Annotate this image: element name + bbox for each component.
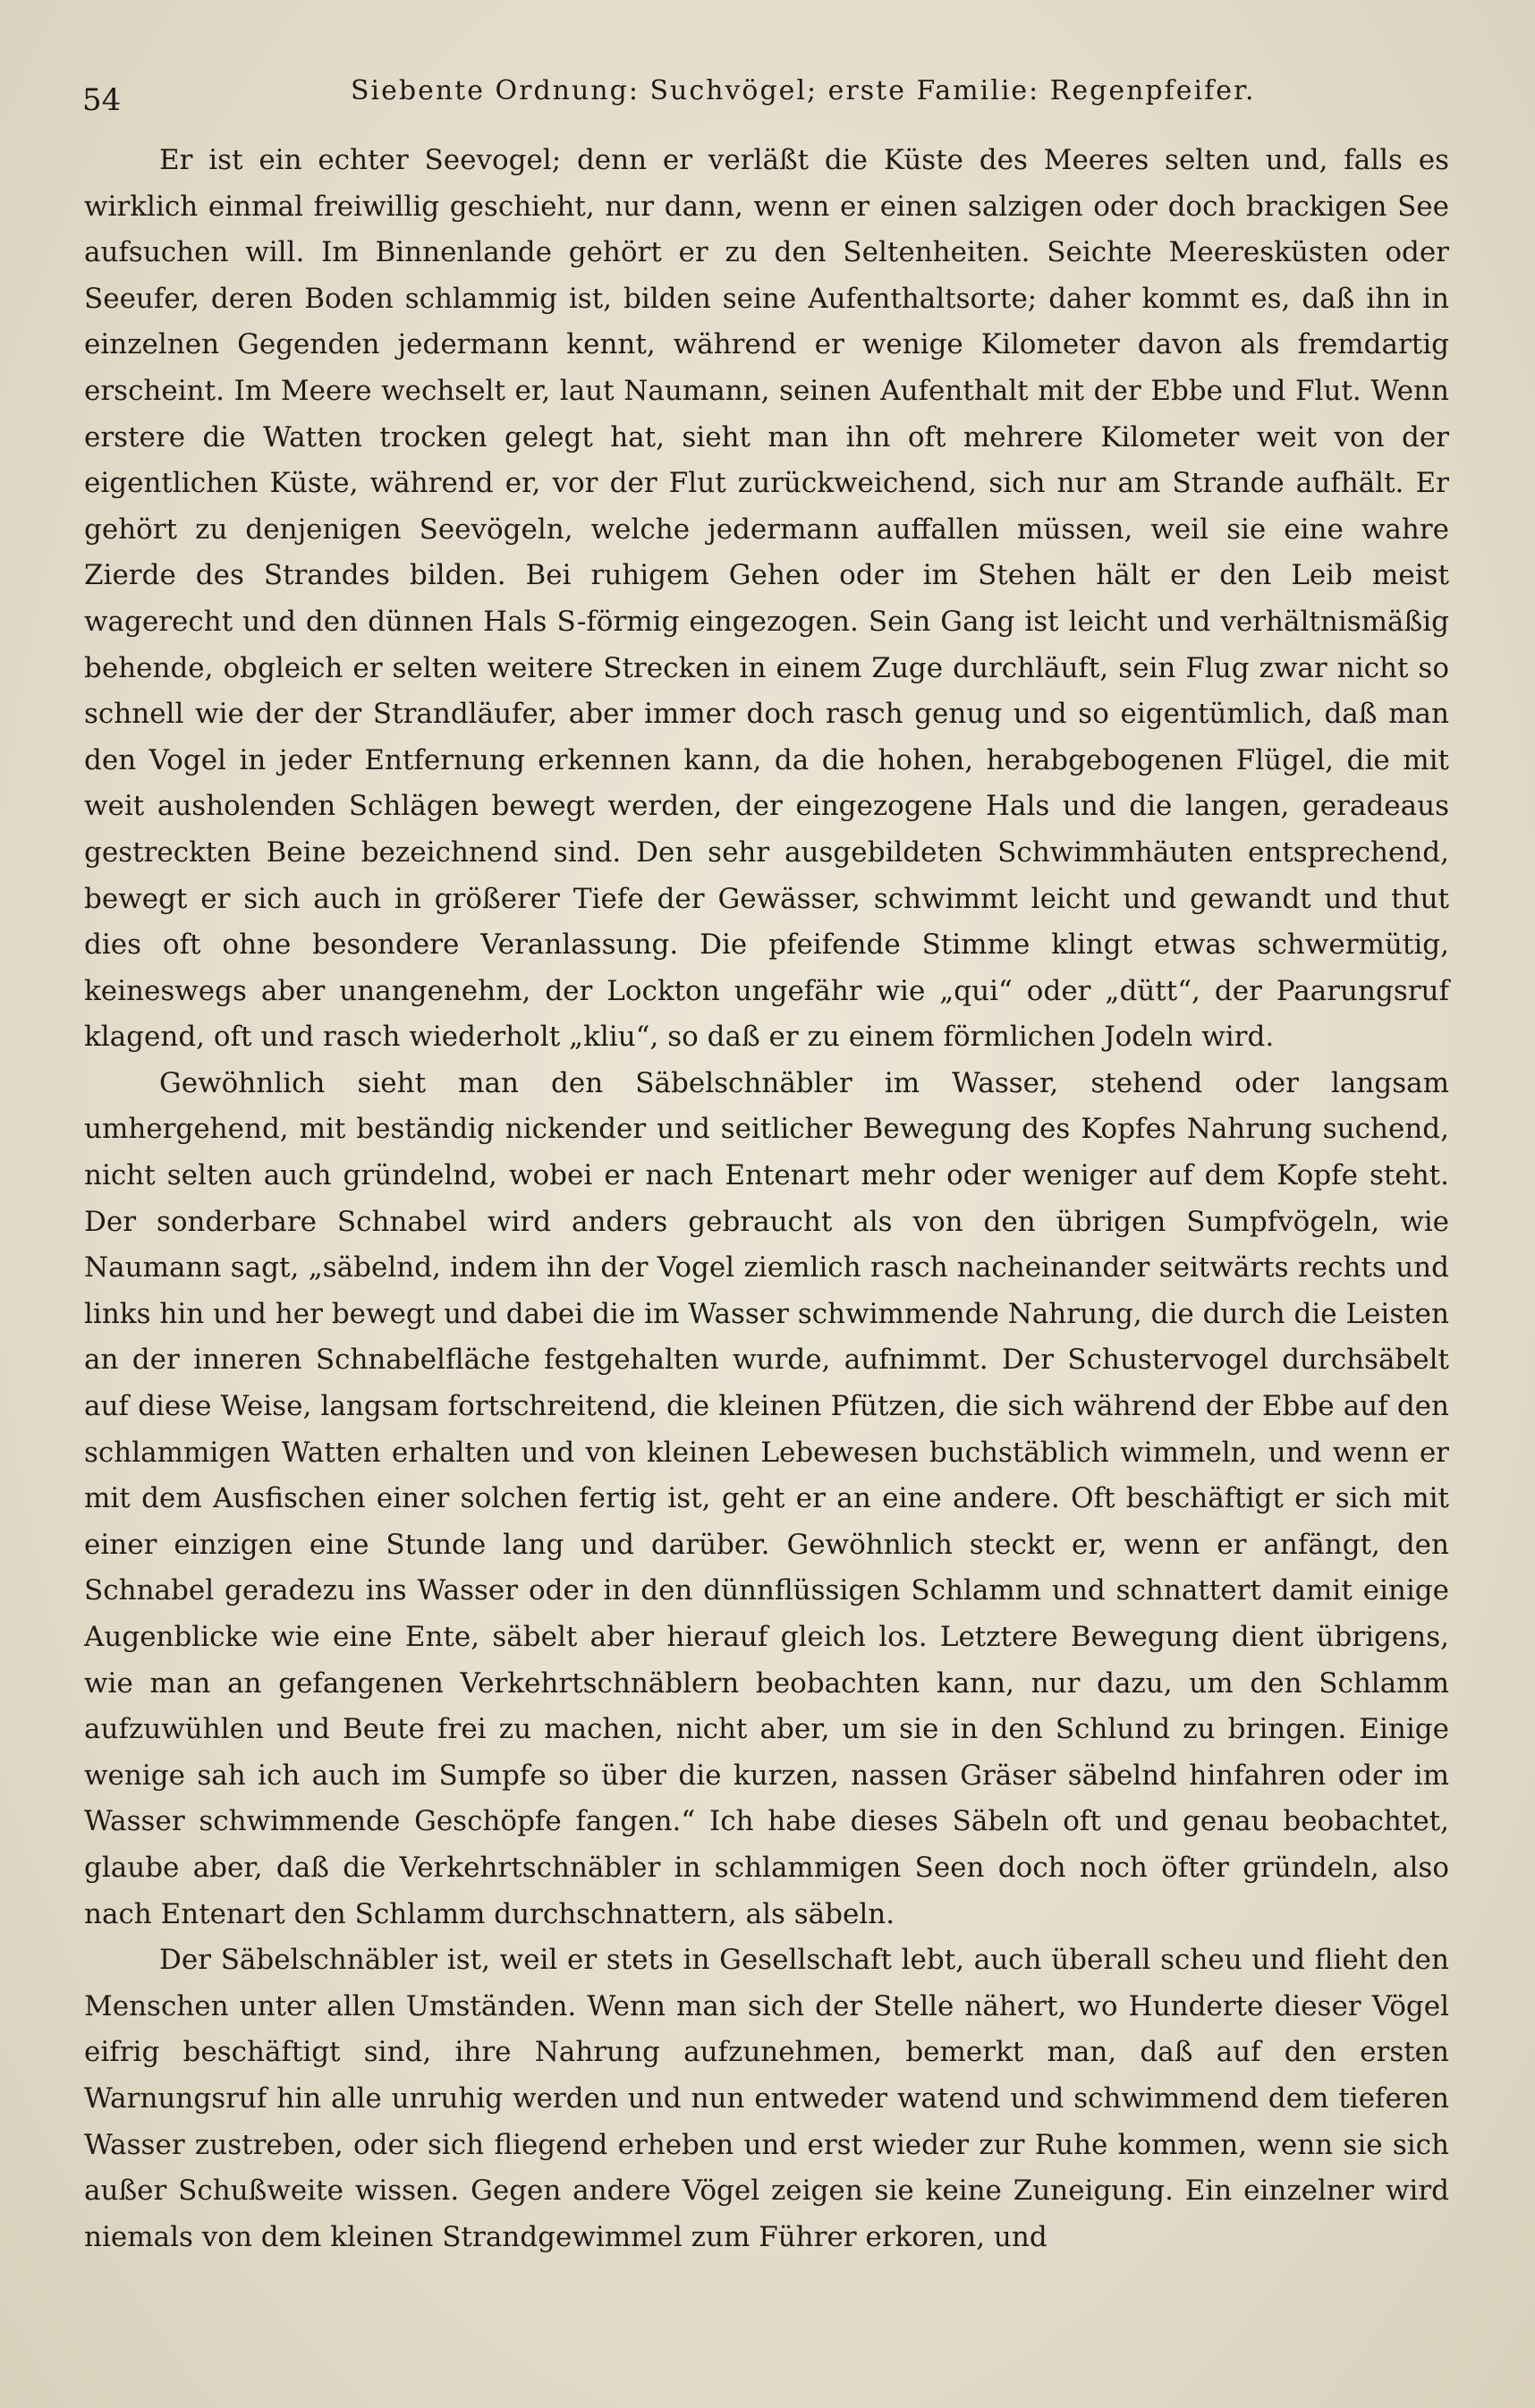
paragraph-2: Gewöhnlich sieht man den Säbelschnäbler im Wasser, stehend oder langsam umhergehend, mit beständig nickender und seitlicher Bewegung des Kopfes Nahrung suchend, nicht selten auch gründelnd, wobei er nach Entenart mehr oder weniger auf dem Kopfe steht. Der sonderbare Schnabel wird anders gebraucht als von den übrigen Sumpfvögeln, wie Naumann sagt, „säbelnd, indem ihn der Vogel ziemlich rasch nacheinander seitwärts rechts und links hin und her bewegt und dabei die im Wasser schwimmende Nahrung, die durch die Leisten an der inneren Schnabelfläche festgehalten wurde, aufnimmt. Der Schustervogel durchsäbelt auf diese Weise, langsam fortschreitend, die kleinen Pfützen, die sich während der Ebbe auf den schlammigen Watten erhalten und von kleinen Lebewesen buchstäblich wimmeln, und wenn er mit dem Ausfischen einer solchen fertig ist, geht er an eine andere. Oft beschäftigt er sich mit einer einzigen eine Stunde lang und darüber. Gewöhnlich steckt er, wenn er anfängt, den Schnabel geradezu ins Wasser oder in den dünnflüssigen Schlamm und schnattert damit einige Augenblicke wie eine Ente, säbelt aber hierauf gleich los. Letztere Bewegung dient übrigens, wie man an gefangenen Verkehrtschnäblern beobachten kann, nur dazu, um den Schlamm aufzuwühlen und Beute frei zu machen, nicht aber, um sie in den Schlund zu bringen. Einige wenige sah ich auch im Sumpfe so über die kurzen, nassen Gräser säbelnd hinfahren oder im Wasser schwimmende Geschöpfe fangen.“ Ich habe dieses Säbeln oft und genau beobachtet, glaube aber, daß die Verkehrtschnäbler in schlammigen Seen doch noch öfter gründeln, also nach Entenart den Schlamm durchschnattern, als säbeln. [84, 1066, 1449, 1930]
page-header [82, 75, 1451, 129]
paragraph-3: Der Säbelschnäbler ist, weil er stets in Gesellschaft lebt, auch überall scheu und flieht den Menschen unter allen Umständen. Wenn man sich der Stelle nähert, wo Hunderte dieser Vögel eifrig beschäftigt sind, ihre Nahrung aufzunehmen, bemerkt man, daß auf den ersten Warnungsruf hin alle unruhig werden und nun entweder watend und schwimmend dem tieferen Wasser zustreben, oder sich fliegend erheben und erst wieder zur Ruhe kommen, wenn sie sich außer Schußweite wissen. Gegen andere Vögel zeigen sie keine Zuneigung. Ein einzelner wird niemals von dem kleinen Strandgewimmel zum Führer erkoren, und [84, 1944, 1449, 2253]
running-head: Siebente Ordnung: Suchvögel; erste Familie: Regenpfeifer. [351, 75, 1256, 106]
page-number: 54 [82, 82, 122, 118]
paragraph-1: Er ist ein echter Seevogel; denn er verläßt die Küste des Meeres selten und, falls es wirklich einmal freiwillig geschieht, nur dann, wenn er einen salzigen oder doch brackigen See aufsuchen will. Im Binnenlande gehört er zu den Seltenheiten. Seichte Meeresküsten oder Seeufer, deren Boden schlammig ist, bilden seine Aufenthaltsorte; daher kommt es, daß ihn in einzelnen Gegenden jedermann kennt, während er wenige Kilometer davon als fremdartig erscheint. Im Meere wechselt er, laut Naumann, seinen Aufenthalt mit der Ebbe und Flut. Wenn erstere die Watten trocken gelegt hat, sieht man ihn oft mehrere Kilometer weit von der eigentlichen Küste, während er, vor der Flut zurückweichend, sich nur am Strande aufhält. Er gehört zu denjenigen Seevögeln, welche jedermann auffallen müssen, weil sie eine wahre Zierde des Strandes bilden. Bei ruhigem Gehen oder im Stehen hält er den Leib meist wagerecht und den dünnen Hals S-förmig eingezogen. Sein Gang ist leicht und verhältnismäßig behende, obgleich er selten weitere Strecken in einem Zuge durchläuft, sein Flug zwar nicht so schnell wie der der Strandläufer, aber immer doch rasch genug und so eigentümlich, daß man den Vogel in jeder Entfernung erkennen kann, da die hohen, herabgebogenen Flügel, die mit weit ausholenden Schlägen bewegt werden, der eingezogene Hals und die langen, geradeaus gestreckten Beine bezeichnend sind. Den sehr ausgebildeten Schwimmhäuten entsprechend, bewegt er sich auch in größerer Tiefe der Gewässer, schwimmt leicht und gewandt und thut dies oft ohne besondere Veranlassung. Die pfeifende Stimme klingt etwas schwermütig, keineswegs aber unangenehm, der Lockton ungefähr wie „qui“ oder „dütt“, der Paarungsruf klagend, oft und rasch wiederholt „kliu“, so daß er zu einem förmlichen Jodeln wird. [84, 144, 1449, 1054]
body-text [84, 138, 1449, 2260]
